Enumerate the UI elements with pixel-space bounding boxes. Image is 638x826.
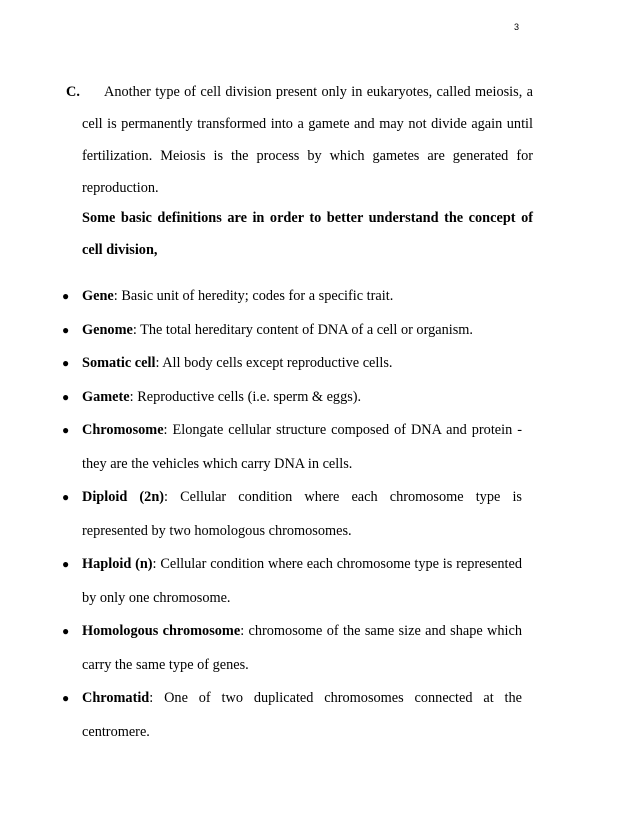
- definition-text: Reproductive cells (i.e. sperm & eggs).: [133, 388, 362, 405]
- definition-item: [62, 682, 522, 749]
- definition-separator: :: [113, 288, 118, 304]
- definition-item: [62, 481, 522, 548]
- definition-item: [62, 615, 522, 682]
- definition-term: Genome: [82, 321, 133, 338]
- definition-term: Diploid (2n): [82, 489, 165, 505]
- definition-text: All body cells except reproductive cells.: [159, 355, 393, 371]
- definition-separator: :: [132, 321, 137, 338]
- definition-text: Cellular condition where each chromosome type is represented by two homologous chromosomes.: [82, 489, 522, 539]
- definition-term: Haploid (n): [82, 556, 153, 572]
- bullet-icon: ●: [62, 557, 70, 571]
- definition-separator: :: [240, 623, 245, 639]
- definition-text: Cellular condition where each chromosome type is represented by only one chromosome.: [82, 556, 522, 606]
- definition-separator: :: [152, 556, 157, 572]
- section-c-text: Another type of cell division present only in eukaryotes, called meiosis, a cell is permanently transformed into a gamete and may not divide again until fertilization. Meiosis is the process by which gametes are generated for reproduction.: [82, 84, 533, 196]
- definition-term: Gamete: [82, 388, 130, 405]
- bullet-icon: ●: [62, 356, 70, 370]
- definition-term: Homologous chromosome: [82, 623, 241, 639]
- bullet-icon: ●: [62, 322, 70, 337]
- page-number: 3: [514, 22, 520, 32]
- definition-item: [62, 347, 522, 381]
- definition-item: [62, 414, 522, 481]
- definition-separator: :: [149, 690, 154, 706]
- bullet-icon: ●: [62, 423, 70, 437]
- definition-separator: :: [155, 355, 160, 371]
- bullet-icon: ●: [62, 389, 70, 404]
- bullet-icon: ●: [62, 289, 70, 303]
- definition-text: Elongate cellular structure composed of DNA and protein - they are the vehicles which carry DNA in cells.: [82, 422, 522, 472]
- bullet-icon: ●: [62, 691, 70, 705]
- definition-text: chromosome of the same size and shape which carry the same type of genes.: [82, 623, 522, 673]
- bullet-icon: ●: [62, 490, 70, 504]
- definition-text: The total hereditary content of DNA of a cell or organism.: [136, 321, 473, 338]
- section-letter: C.: [66, 84, 80, 100]
- definition-term: Chromosome: [82, 422, 164, 438]
- definition-term: Chromatid: [82, 690, 150, 706]
- bullet-icon: ●: [62, 624, 70, 638]
- definition-item: [62, 381, 522, 415]
- definitions-list: [0, 280, 638, 749]
- definitions-intro: Some basic definitions are in order to better understand the concept of cell division,: [82, 210, 533, 258]
- definition-term: Gene: [82, 288, 114, 304]
- definition-separator: :: [129, 388, 134, 405]
- definition-item: [62, 280, 522, 314]
- definition-separator: :: [164, 489, 169, 505]
- definition-text: One of two duplicated chromosomes connected at the centromere.: [82, 690, 522, 740]
- definition-text: Basic unit of heredity; codes for a specific trait.: [117, 288, 394, 304]
- section-c-paragraph: [66, 76, 533, 204]
- definition-item: [62, 314, 522, 348]
- definition-separator: :: [163, 422, 168, 438]
- definition-term: Somatic cell: [82, 355, 156, 371]
- definition-item: [62, 548, 522, 615]
